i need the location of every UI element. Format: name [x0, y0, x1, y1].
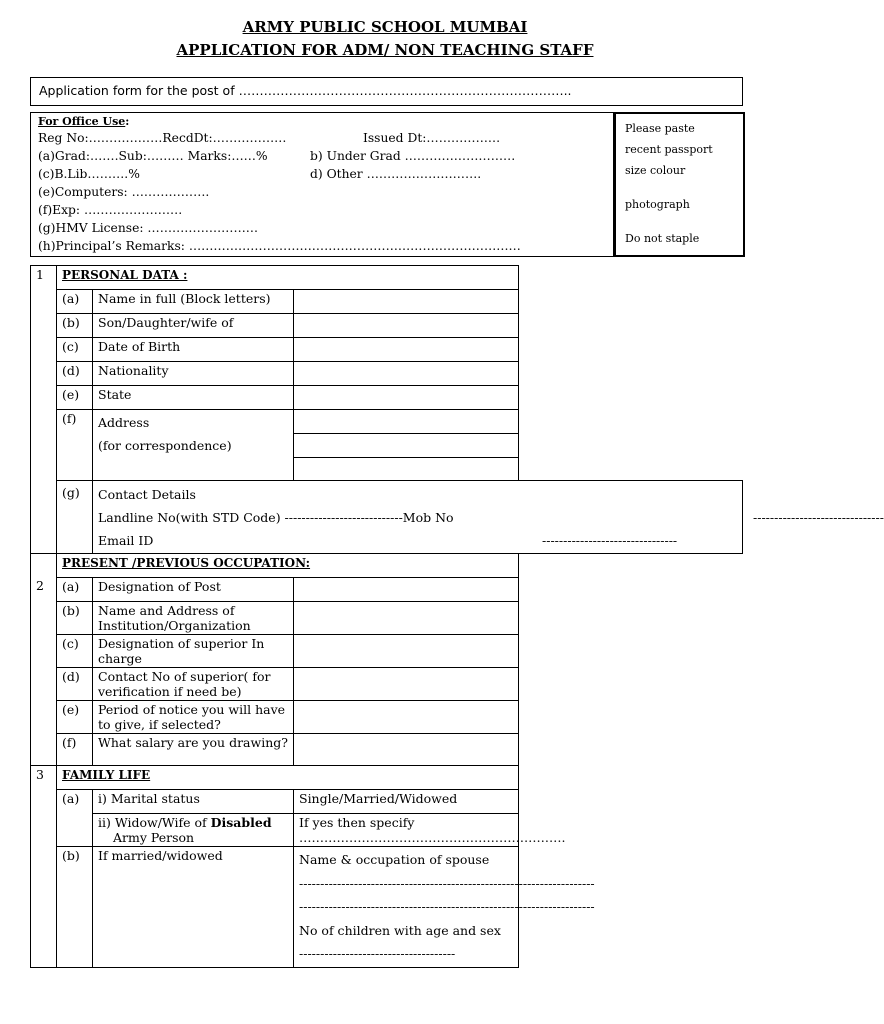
- contact-fields[interactable]: [518, 481, 884, 554]
- photo-line: Please paste: [625, 122, 695, 135]
- field-label: What salary are you drawing?: [93, 734, 294, 766]
- spouse-label: Name & occupation of spouse: [299, 852, 490, 867]
- children-label: No of children with age and sex: [299, 922, 501, 938]
- row-letter: (a): [57, 290, 93, 314]
- row-letter: (d): [57, 362, 93, 386]
- field-label: Name and Address of Institution/Organization: [93, 602, 294, 635]
- contact-label: Contact Details: [98, 487, 196, 502]
- spouse-children-field[interactable]: [294, 847, 595, 968]
- office-use-heading: For Office Use:: [38, 115, 130, 128]
- grad-marks: (a)Grad:…….Sub:……… Marks:……%: [38, 149, 268, 163]
- row-letter: (c): [57, 635, 93, 668]
- field-label: Designation of superior In charge: [93, 635, 294, 668]
- field-label: Nationality: [93, 362, 294, 386]
- row-letter: (a): [57, 790, 93, 847]
- field-label: i) Marital status: [93, 790, 294, 814]
- section-title: FAMILY LIFE: [57, 766, 519, 790]
- photo-line: size colour: [625, 164, 686, 177]
- field-label: Designation of Post: [93, 578, 294, 602]
- photo-line: Do not staple: [625, 232, 700, 245]
- address-input-line[interactable]: [294, 458, 519, 481]
- application-table: [30, 265, 884, 968]
- spouse-line[interactable]: ----------------------------------------------------------------------: [299, 899, 595, 914]
- section-number: 1: [31, 266, 57, 554]
- photo-box: [614, 112, 745, 257]
- notice-period-input[interactable]: [294, 701, 519, 734]
- section-number: 3: [31, 766, 57, 968]
- email-dashes[interactable]: --------------------------------: [542, 533, 678, 548]
- row-letter: (b): [57, 602, 93, 635]
- reg-no: Reg No:………………RecdDt:………………: [38, 131, 287, 145]
- field-label: ii) Widow/Wife of Disabled Army Person: [93, 814, 294, 847]
- row-letter: (b): [57, 847, 93, 968]
- dob-input[interactable]: [294, 338, 519, 362]
- photo-line: recent passport: [625, 143, 713, 156]
- row-letter: (f): [57, 734, 93, 766]
- office-use-box: [30, 112, 614, 257]
- computers: (e)Computers: ……………….: [38, 185, 210, 199]
- row-letter: (c): [57, 338, 93, 362]
- field-label: Date of Birth: [93, 338, 294, 362]
- post-applied-field[interactable]: Application form for the post of ……………………………………………………………………..: [30, 77, 743, 106]
- field-label: Address (for correspondence): [93, 410, 294, 481]
- state-input[interactable]: [294, 386, 519, 410]
- other-qual: d) Other ……………………….: [310, 167, 482, 181]
- superior-input[interactable]: [294, 635, 519, 668]
- under-grad: b) Under Grad ………………………: [310, 149, 516, 163]
- row-letter: (g): [57, 481, 93, 554]
- row-letter: (e): [57, 386, 93, 410]
- section-number: 2: [31, 554, 57, 766]
- superior-contact-input[interactable]: [294, 668, 519, 701]
- mobile-dashes[interactable]: -------------------------------: [753, 510, 884, 525]
- marital-status-field[interactable]: Single/Married/Widowed: [294, 790, 519, 814]
- designation-input[interactable]: [294, 578, 519, 602]
- email-label: Email ID: [98, 533, 154, 548]
- institution-input[interactable]: [294, 602, 519, 635]
- field-label: If married/widowed: [93, 847, 294, 968]
- salary-input[interactable]: [294, 734, 519, 766]
- disabled-specify-field[interactable]: If yes then specify ……………………………………………………….: [294, 814, 519, 847]
- field-label: Contact No of superior( for verification if need be): [93, 668, 294, 701]
- children-line[interactable]: -------------------------------------: [299, 946, 456, 961]
- issued-date: Issued Dt:………………: [363, 131, 501, 145]
- field-label: State: [93, 386, 294, 410]
- field-label: Son/Daughter/wife of: [93, 314, 294, 338]
- name-input[interactable]: [294, 290, 519, 314]
- experience: (f)Exp: ……………………: [38, 203, 183, 217]
- field-label: Period of notice you will have to give, if selected?: [93, 701, 294, 734]
- hmv-license: (g)HMV License: ………………………: [38, 221, 259, 235]
- field-label: Name in full (Block letters): [93, 290, 294, 314]
- nationality-input[interactable]: [294, 362, 519, 386]
- school-name: ARMY PUBLIC SCHOOL MUMBAI: [242, 18, 528, 36]
- section-title: PRESENT /PREVIOUS OCCUPATION:: [57, 554, 519, 578]
- row-letter: (e): [57, 701, 93, 734]
- row-letter: (f): [57, 410, 93, 481]
- address-input[interactable]: [294, 410, 519, 458]
- landline-line[interactable]: Landline No(with STD Code) ----------------------------Mob No: [98, 510, 454, 525]
- relation-input[interactable]: [294, 314, 519, 338]
- row-letter: (a): [57, 578, 93, 602]
- form-title: APPLICATION FOR ADM/ NON TEACHING STAFF: [176, 41, 594, 59]
- principal-remarks: (h)Principal’s Remarks: ………………………………………………………………………: [38, 239, 521, 253]
- row-letter: (b): [57, 314, 93, 338]
- blib: (c)B.Lib……….%: [38, 167, 140, 181]
- photo-line: photograph: [625, 198, 690, 211]
- row-letter: (d): [57, 668, 93, 701]
- contact-details: [93, 481, 519, 554]
- section-title: PERSONAL DATA :: [57, 266, 519, 290]
- spouse-line[interactable]: ----------------------------------------------------------------------: [299, 875, 595, 891]
